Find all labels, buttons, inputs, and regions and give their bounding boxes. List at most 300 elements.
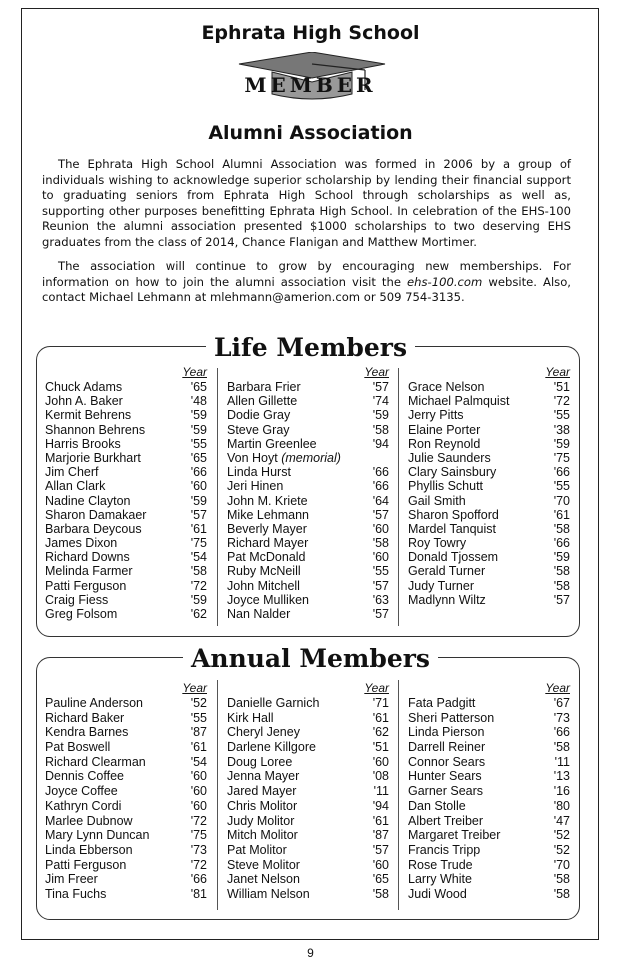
member-name: Ron Reynold [408, 436, 481, 451]
member-year: '71 [372, 696, 389, 710]
member-year: '58 [553, 740, 570, 755]
member-row [45, 522, 207, 536]
member-year: '57 [372, 507, 389, 522]
member-row [408, 522, 570, 536]
member-year: '75 [190, 828, 207, 843]
member-row [227, 408, 389, 422]
member-year: '60 [190, 479, 207, 494]
member-year: '61 [553, 507, 570, 522]
member-year: '67 [553, 696, 570, 710]
member-name: Jeri Hinen [227, 479, 284, 494]
member-name: Linda Ebberson [45, 842, 133, 857]
member-year: '58 [190, 564, 207, 579]
annual-divider-1 [217, 680, 218, 910]
member-row [408, 579, 570, 593]
member-name: Danielle Garnich [227, 696, 320, 710]
member-row [227, 725, 389, 740]
member-row [227, 607, 389, 621]
member-year: '59 [553, 436, 570, 451]
member-year: '55 [372, 564, 389, 579]
member-row [408, 437, 570, 451]
member-name: Mardel Tanquist [408, 521, 497, 536]
member-year: '59 [190, 493, 207, 508]
member-year: '66 [553, 725, 570, 740]
member-year: '57 [372, 578, 389, 593]
member-name: Pat Boswell [45, 740, 111, 755]
member-name: Allen Gillette [227, 394, 298, 409]
member-year: '54 [190, 550, 207, 565]
member-name: Madlynn Wiltz [408, 592, 486, 607]
member-name: Elaine Porter [408, 422, 481, 437]
member-row [45, 769, 207, 784]
member-name: Tina Fuchs [45, 886, 107, 901]
member-name: Nadine Clayton [45, 493, 131, 508]
member-row [45, 451, 207, 465]
member-name: Fata Padgitt [408, 696, 476, 710]
intro-paragraph-1: The Ephrata High School Alumni Association was formed in 2006 by a group of individuals wishing to acknowledge superior scholarship by lending their financial support to graduating seniors from Ephrata High School through scholarships as well as, supporting other purposes benefitting Ephrata High School. In celebration of the EHS-100 Reunion the alumni association presented $1000 scholarships to two deserving EHS graduates from the class of 2014, Chance Flanigan and Matthew Mortimer. [42, 157, 571, 249]
member-year: '94 [372, 798, 389, 813]
member-name: John A. Baker [45, 394, 123, 409]
member-year: '60 [372, 550, 389, 565]
member-name: Shannon Behrens [45, 422, 146, 437]
member-row [45, 755, 207, 770]
member-name: Richard Clearman [45, 754, 146, 769]
member-name: Linda Pierson [408, 725, 485, 740]
member-name: Francis Tripp [408, 842, 481, 857]
member-year: '55 [190, 436, 207, 451]
member-year: '60 [190, 784, 207, 799]
member-year: '55 [553, 479, 570, 494]
member-row [408, 423, 570, 437]
member-name: Michael Palmquist [408, 394, 510, 409]
annual-members-title: Annual Members [0, 644, 621, 673]
member-name: Jerry Pitts [408, 408, 464, 423]
life-column-1 [45, 365, 207, 621]
year-column-header: Year [364, 365, 389, 379]
member-name: Jim Cherf [45, 465, 99, 480]
member-name: Kirk Hall [227, 710, 274, 725]
member-row [408, 696, 570, 711]
member-row [227, 508, 389, 522]
member-name: Martin Greenlee [227, 436, 317, 451]
member-name: Pauline Anderson [45, 696, 143, 710]
member-row [408, 408, 570, 422]
member-row [408, 711, 570, 726]
member-year: '63 [372, 592, 389, 607]
member-row [45, 494, 207, 508]
member-row [408, 843, 570, 858]
member-name: Kendra Barnes [45, 725, 129, 740]
member-row [45, 872, 207, 887]
member-name: Judi Wood [408, 886, 467, 901]
member-row [227, 740, 389, 755]
member-row [408, 550, 570, 564]
member-row [45, 579, 207, 593]
member-year: '66 [372, 479, 389, 494]
member-row [227, 423, 389, 437]
member-year: '94 [372, 436, 389, 451]
association-title: Alumni Association [208, 122, 413, 144]
member-year: '65 [190, 450, 207, 465]
member-year: '52 [553, 842, 570, 857]
member-name: Richard Baker [45, 710, 125, 725]
member-name: Albert Treiber [408, 813, 484, 828]
member-row [45, 465, 207, 479]
member-year: '65 [372, 872, 389, 887]
intro-paragraph-2 [42, 259, 571, 306]
member-name: Steve Gray [227, 422, 290, 437]
intro-text-b: website. Also, contact Michael Lehmann at mlehmann@amerion.com or 509 754-3135. [42, 274, 571, 305]
member-name: Gail Smith [408, 493, 466, 508]
member-year: '60 [190, 769, 207, 784]
member-name: Sharon Spofford [408, 507, 499, 522]
member-name: Chris Molitor [227, 798, 298, 813]
member-name: Dennis Coffee [45, 769, 124, 784]
member-name: Darrell Reiner [408, 740, 486, 755]
member-name: Judy Turner [408, 578, 475, 593]
annual-column-2 [227, 681, 389, 902]
member-name: Cheryl Jeney [227, 725, 300, 740]
member-year: '57 [553, 592, 570, 607]
member-year: '58 [553, 872, 570, 887]
member-row [45, 593, 207, 607]
member-row [227, 579, 389, 593]
member-row [408, 799, 570, 814]
member-row [227, 437, 389, 451]
member-year: '73 [553, 710, 570, 725]
member-year: '72 [190, 857, 207, 872]
member-row [408, 536, 570, 550]
member-year: '62 [372, 725, 389, 740]
member-year: '58 [553, 521, 570, 536]
member-name: Jim Freer [45, 872, 98, 887]
member-name: Jenna Mayer [227, 769, 300, 784]
member-name: Craig Fiess [45, 592, 109, 607]
member-row [45, 843, 207, 858]
member-row [408, 380, 570, 394]
member-year: '72 [553, 394, 570, 409]
member-year: '66 [190, 872, 207, 887]
member-year: '70 [553, 857, 570, 872]
member-row [408, 479, 570, 493]
member-year: '16 [553, 784, 570, 799]
member-row [227, 564, 389, 578]
member-year: '55 [553, 408, 570, 423]
member-year: '57 [190, 507, 207, 522]
member-row [45, 423, 207, 437]
member-year: '11 [373, 784, 389, 799]
member-name: Von Hoyt (memorial) [227, 450, 341, 465]
member-year: '58 [372, 886, 389, 901]
life-members-title: Life Members [0, 333, 621, 362]
member-row [45, 408, 207, 422]
member-row [45, 696, 207, 711]
member-row [45, 740, 207, 755]
member-year: '61 [190, 740, 207, 755]
year-column-header: Year [182, 681, 207, 695]
member-name: Sheri Patterson [408, 710, 495, 725]
page-number: 9 [307, 946, 314, 960]
member-year: '81 [190, 886, 207, 901]
member-row [408, 740, 570, 755]
member-name: Beverly Mayer [227, 521, 307, 536]
member-year: '59 [372, 408, 389, 423]
member-row [45, 437, 207, 451]
member-row [408, 887, 570, 902]
member-year: '13 [553, 769, 570, 784]
life-column-2 [227, 365, 389, 621]
member-year: '61 [190, 521, 207, 536]
member-year: '38 [553, 422, 570, 437]
member-year: '60 [190, 798, 207, 813]
member-name: Melinda Farmer [45, 564, 133, 579]
member-year: '54 [190, 754, 207, 769]
member-row [227, 465, 389, 479]
member-row [408, 564, 570, 578]
member-year: '58 [372, 422, 389, 437]
member-name: Barbara Frier [227, 380, 301, 394]
member-name: Janet Nelson [227, 872, 300, 887]
member-year: '48 [190, 394, 207, 409]
member-row [408, 828, 570, 843]
member-row [227, 784, 389, 799]
member-row [227, 887, 389, 902]
member-name: Rose Trude [408, 857, 473, 872]
member-row [408, 494, 570, 508]
member-row [45, 711, 207, 726]
member-name: Richard Downs [45, 550, 130, 565]
year-column-header: Year [182, 365, 207, 379]
member-name: Barbara Deycous [45, 521, 142, 536]
member-year: '61 [372, 710, 389, 725]
member-year: '57 [372, 842, 389, 857]
member-year: '66 [372, 465, 389, 480]
member-year: '60 [372, 857, 389, 872]
member-year: '87 [372, 828, 389, 843]
website-link[interactable]: ehs-100.com [407, 274, 483, 289]
member-name: Larry White [408, 872, 472, 887]
member-row [45, 564, 207, 578]
member-year: '59 [553, 550, 570, 565]
member-name: Garner Sears [408, 784, 484, 799]
member-row [45, 508, 207, 522]
member-name: Doug Loree [227, 754, 293, 769]
member-year: '65 [190, 380, 207, 394]
member-row [45, 550, 207, 564]
member-name: Judy Molitor [227, 813, 295, 828]
member-year: '66 [553, 465, 570, 480]
member-name: Julie Saunders [408, 450, 491, 465]
member-name: Donald Tjossem [408, 550, 499, 565]
annual-divider-2 [398, 680, 399, 910]
member-row [227, 755, 389, 770]
member-row [408, 858, 570, 873]
member-name: Marlee Dubnow [45, 813, 133, 828]
member-row [227, 494, 389, 508]
member-name: Jared Mayer [227, 784, 297, 799]
member-name: Patti Ferguson [45, 578, 127, 593]
intro-text-a: The association will continue to grow by encouraging new memberships. For information on how to join the alumni association visit the [42, 259, 571, 289]
member-name: Richard Mayer [227, 536, 309, 551]
member-row [408, 769, 570, 784]
member-name: Mike Lehmann [227, 507, 309, 522]
member-row [45, 887, 207, 902]
member-row [45, 725, 207, 740]
member-name: Pat Molitor [227, 842, 287, 857]
member-year: '75 [553, 450, 570, 465]
member-row [227, 769, 389, 784]
annual-column-3 [408, 681, 570, 902]
member-year: '64 [372, 493, 389, 508]
member-name: Pat McDonald [227, 550, 306, 565]
member-row [408, 872, 570, 887]
member-row [227, 380, 389, 394]
member-row [45, 536, 207, 550]
member-name: Steve Molitor [227, 857, 300, 872]
year-column-header: Year [364, 681, 389, 695]
member-row [45, 828, 207, 843]
member-row [227, 522, 389, 536]
member-year: '55 [190, 710, 207, 725]
member-name: James Dixon [45, 536, 118, 551]
member-name: Harris Brooks [45, 436, 121, 451]
member-year: '59 [190, 408, 207, 423]
annual-column-1 [45, 681, 207, 902]
member-row [227, 858, 389, 873]
year-column-header: Year [545, 365, 570, 379]
member-row [45, 799, 207, 814]
member-name: Mitch Molitor [227, 828, 298, 843]
year-column-header: Year [545, 681, 570, 695]
member-year: '57 [372, 380, 389, 394]
member-row [408, 593, 570, 607]
member-name: Chuck Adams [45, 380, 123, 394]
member-name: Greg Folsom [45, 607, 118, 621]
member-name: Linda Hurst [227, 465, 291, 480]
member-name: Patti Ferguson [45, 857, 127, 872]
member-year: '58 [553, 578, 570, 593]
member-row [227, 872, 389, 887]
member-row [45, 380, 207, 394]
member-year: '72 [190, 813, 207, 828]
member-row [227, 696, 389, 711]
member-row [408, 451, 570, 465]
member-row [227, 536, 389, 550]
member-name: Ruby McNeill [227, 564, 301, 579]
member-name: Kathryn Cordi [45, 798, 122, 813]
member-row [227, 828, 389, 843]
life-column-3 [408, 365, 570, 607]
member-row [227, 593, 389, 607]
member-year: '66 [190, 465, 207, 480]
member-year: '59 [190, 592, 207, 607]
member-name: John Mitchell [227, 578, 300, 593]
member-year: '80 [553, 798, 570, 813]
member-row [45, 814, 207, 829]
member-name: Dodie Gray [227, 408, 291, 423]
member-year: '57 [372, 607, 389, 621]
member-name: Roy Towry [408, 536, 467, 551]
member-year: '51 [553, 380, 570, 394]
member-year: '60 [372, 754, 389, 769]
life-divider-2 [398, 368, 399, 626]
member-name: Clary Sainsbury [408, 465, 497, 480]
member-year: '74 [372, 394, 389, 409]
member-year: '11 [554, 754, 570, 769]
member-year: '52 [553, 828, 570, 843]
member-year: '73 [190, 842, 207, 857]
member-year: '60 [372, 521, 389, 536]
member-year: '59 [190, 422, 207, 437]
member-badge-text: MEMBER [244, 73, 377, 97]
member-year: '58 [553, 886, 570, 901]
member-year: '51 [372, 740, 389, 755]
member-year: '08 [372, 769, 389, 784]
school-title: Ephrata High School [201, 22, 420, 44]
member-row [408, 784, 570, 799]
member-row [227, 394, 389, 408]
member-row [227, 479, 389, 493]
member-year: '52 [190, 696, 207, 710]
member-row [408, 394, 570, 408]
member-name: John M. Kriete [227, 493, 308, 508]
member-name: Marjorie Burkhart [45, 450, 141, 465]
member-row [408, 465, 570, 479]
member-name: Sharon Damakaer [45, 507, 147, 522]
member-row [227, 843, 389, 858]
member-row [408, 755, 570, 770]
member-row [227, 799, 389, 814]
member-row [227, 711, 389, 726]
member-row [45, 784, 207, 799]
member-name: Darlene Killgore [227, 740, 316, 755]
member-name: Nan Nalder [227, 607, 291, 621]
member-name: Connor Sears [408, 754, 486, 769]
member-year: '58 [372, 536, 389, 551]
member-name: Joyce Coffee [45, 784, 118, 799]
member-name: Mary Lynn Duncan [45, 828, 150, 843]
member-name: Phyllis Schutt [408, 479, 484, 494]
member-year: '72 [190, 578, 207, 593]
member-name: Joyce Mulliken [227, 592, 309, 607]
member-year: '75 [190, 536, 207, 551]
member-row [408, 725, 570, 740]
member-name: Margaret Treiber [408, 828, 501, 843]
life-divider-1 [217, 368, 218, 626]
member-year: '70 [553, 493, 570, 508]
member-year: '61 [372, 813, 389, 828]
member-name: William Nelson [227, 886, 310, 901]
member-row [408, 814, 570, 829]
member-row [45, 607, 207, 621]
member-name: Gerald Turner [408, 564, 486, 579]
member-year: '62 [190, 607, 207, 621]
member-year: '87 [190, 725, 207, 740]
member-name: Hunter Sears [408, 769, 482, 784]
member-year: '66 [553, 536, 570, 551]
member-year: '58 [553, 564, 570, 579]
member-row [227, 451, 389, 465]
member-row [45, 479, 207, 493]
member-row [408, 508, 570, 522]
member-year: '47 [553, 813, 570, 828]
member-row [227, 550, 389, 564]
member-name: Kermit Behrens [45, 408, 132, 423]
member-name: Allan Clark [45, 479, 106, 494]
member-name: Dan Stolle [408, 798, 466, 813]
member-row [45, 858, 207, 873]
member-row [227, 814, 389, 829]
